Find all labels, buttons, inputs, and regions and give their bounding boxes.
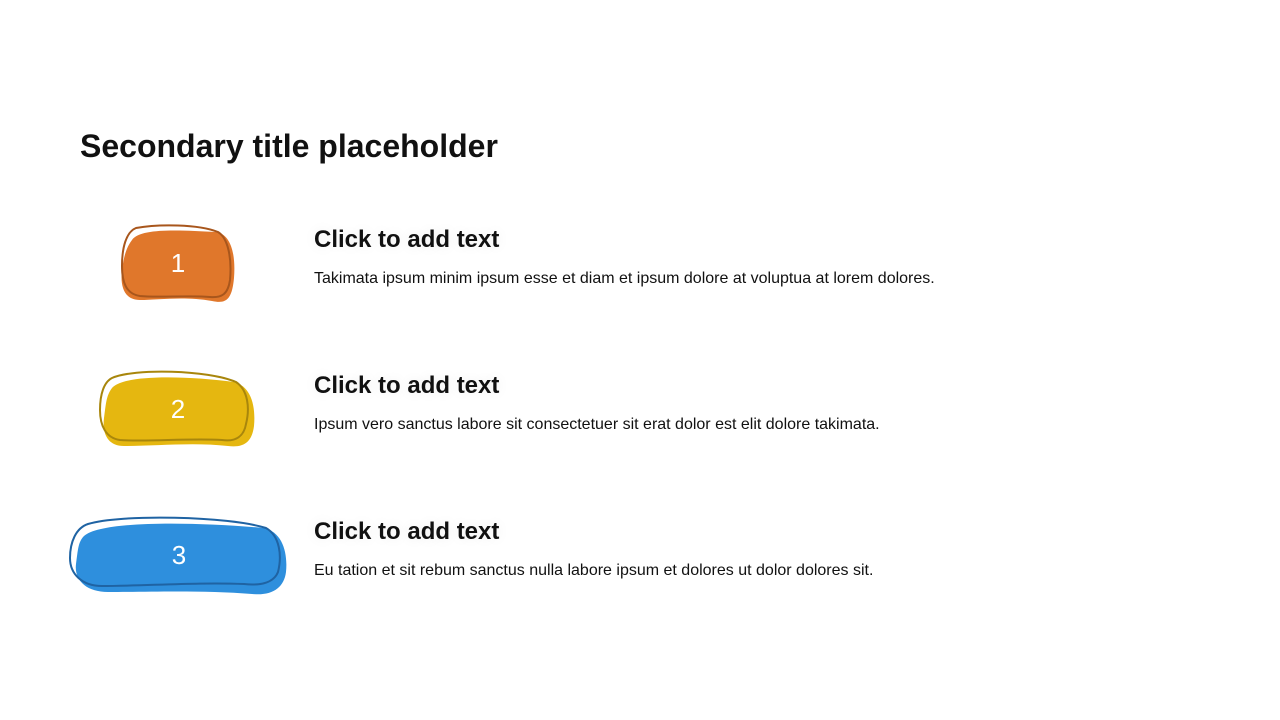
slide-title[interactable]: Secondary title placeholder	[80, 128, 498, 164]
item-heading-2[interactable]: Click to add text	[314, 372, 500, 399]
number-badge-3[interactable]	[68, 514, 290, 598]
number-badge-1[interactable]	[118, 222, 238, 306]
badge-number: 1	[170, 248, 186, 278]
number-badge-2[interactable]	[98, 368, 258, 452]
badge-number: 3	[171, 540, 187, 570]
item-body-2[interactable]: Ipsum vero sanctus labore sit consectetuer sit erat dolor est elit dolore takimata.	[314, 416, 880, 433]
badge-number: 2	[170, 394, 186, 424]
item-heading-3[interactable]: Click to add text	[314, 518, 500, 545]
item-body-3[interactable]: Eu tation et sit rebum sanctus nulla labore ipsum et dolores ut dolor dolores sit.	[314, 562, 874, 579]
item-body-1[interactable]: Takimata ipsum minim ipsum esse et diam et ipsum dolore at voluptua at lorem dolores.	[314, 270, 935, 287]
item-heading-1[interactable]: Click to add text	[314, 226, 500, 253]
